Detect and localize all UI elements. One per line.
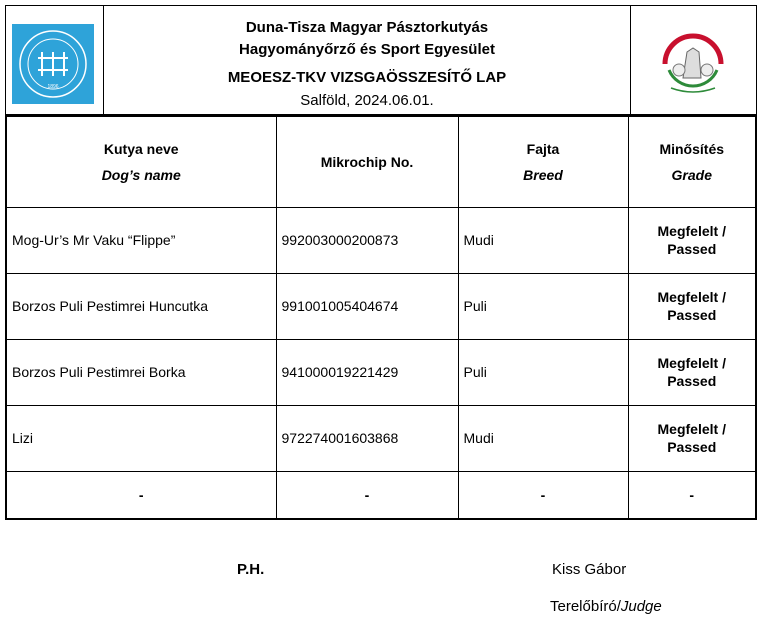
column-header-grade: Minősítés Grade bbox=[628, 116, 756, 207]
title-cell bbox=[103, 6, 631, 114]
club-name-line1: Duna-Tisza Magyar Pásztorkutyás bbox=[245, 19, 489, 36]
table-row-empty bbox=[6, 471, 756, 519]
left-logo-cell bbox=[6, 6, 100, 114]
dog-name: Mog-Ur’s Mr Vaku “Flippe” bbox=[6, 207, 276, 273]
judge-name: Kiss Gábor bbox=[552, 561, 627, 578]
column-header-breed: Fajta Breed bbox=[458, 116, 628, 207]
club-name-line2: Hagyományőrző és Sport Egyesület bbox=[239, 41, 495, 58]
microchip-number: 992003000200873 bbox=[276, 207, 458, 273]
results-table bbox=[5, 115, 757, 520]
grade: Megfelelt / Passed bbox=[628, 273, 756, 339]
dog-name: Borzos Puli Pestimrei Huncutka bbox=[6, 273, 276, 339]
breed: Puli bbox=[458, 273, 628, 339]
microchip-number: 991001005404674 bbox=[276, 273, 458, 339]
right-logo-cell bbox=[629, 6, 757, 114]
dog-name: Lizi bbox=[6, 405, 276, 471]
stamp-placeholder: P.H. bbox=[237, 561, 265, 578]
grade: Megfelelt / Passed bbox=[628, 339, 756, 405]
column-header-name: Kutya neve Dog’s name bbox=[6, 116, 276, 207]
grade: Megfelelt / Passed bbox=[628, 405, 756, 471]
meoesz-logo-icon bbox=[12, 24, 94, 104]
judge-role: Terelőbíró/Judge bbox=[550, 598, 662, 615]
breed: Mudi bbox=[458, 405, 628, 471]
column-header-chip: Mikrochip No. bbox=[276, 116, 458, 207]
table-row bbox=[6, 273, 756, 339]
table-row bbox=[6, 405, 756, 471]
breed: Puli bbox=[458, 339, 628, 405]
place-date: Salföld, 2024.06.01. bbox=[300, 92, 434, 109]
empty-cell: - bbox=[6, 471, 276, 519]
svg-text:1896: 1896 bbox=[47, 84, 59, 90]
table-row bbox=[6, 207, 756, 273]
grade: Megfelelt / Passed bbox=[628, 207, 756, 273]
table-row bbox=[6, 339, 756, 405]
microchip-number: 972274001603868 bbox=[276, 405, 458, 471]
empty-cell: - bbox=[458, 471, 628, 519]
club-logo-icon bbox=[655, 26, 731, 102]
empty-cell: - bbox=[628, 471, 756, 519]
microchip-number: 941000019221429 bbox=[276, 339, 458, 405]
document-header bbox=[5, 5, 757, 115]
dog-name: Borzos Puli Pestimrei Borka bbox=[6, 339, 276, 405]
breed: Mudi bbox=[458, 207, 628, 273]
empty-cell: - bbox=[276, 471, 458, 519]
document-title: MEOESZ-TKV VIZSGAÖSSZESÍTŐ LAP bbox=[227, 69, 507, 86]
table-header-row bbox=[6, 116, 756, 207]
